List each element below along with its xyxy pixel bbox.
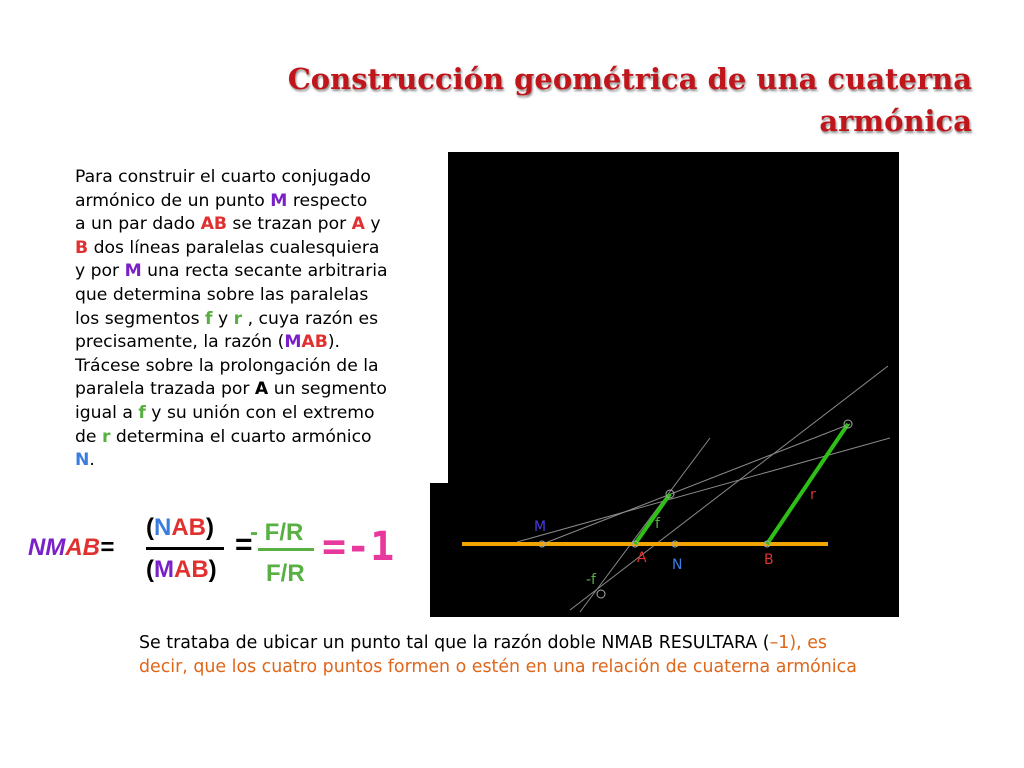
intro-paragraph (75, 166, 447, 473)
intro-text: y por (75, 261, 125, 282)
diagram-background (430, 150, 899, 617)
construction-diagram (430, 150, 899, 617)
intro-highlight: A (254, 379, 269, 400)
formula-num2: - F/R (250, 519, 304, 546)
label-A: A (637, 550, 647, 566)
intro-text: una recta secante arbitraria (141, 261, 388, 282)
intro-line (75, 426, 447, 450)
intro-text: Trácese sobre la prolongación de la (75, 355, 379, 376)
intro-text: y su unión con el extremo (145, 402, 375, 423)
intro-line (75, 402, 447, 426)
formula-lhs-nm: NM (28, 534, 66, 561)
intro-text: , cuya razón es (242, 308, 379, 329)
intro-highlight: r (233, 308, 243, 329)
label-N: N (672, 557, 683, 573)
intro-highlight: AB (301, 332, 328, 353)
label-B: B (764, 552, 774, 568)
intro-text: determina el cuarto armónico (110, 426, 372, 447)
intro-highlight: M (284, 332, 302, 353)
intro-line (75, 284, 447, 308)
intro-text: respecto (287, 190, 368, 211)
formula-lhs-eq: = (100, 534, 115, 561)
intro-text: un segmento (268, 379, 387, 400)
intro-text: a un par dado (75, 214, 201, 235)
intro-highlight: r (101, 426, 111, 447)
label-r: r (810, 487, 816, 503)
label-M: M (534, 519, 547, 535)
intro-text: de (75, 426, 102, 447)
intro-text: los segmentos (75, 308, 206, 329)
intro-highlight: f (138, 402, 146, 423)
title-line-2: armónica (819, 104, 972, 138)
intro-text: Para construir el cuarto conjugado (75, 167, 371, 187)
diagram-top-edge (448, 150, 899, 152)
formula-numerator: (NAB) (146, 514, 215, 541)
footer-text (139, 631, 979, 679)
label-f: f (655, 516, 660, 532)
intro-line (75, 260, 447, 284)
title-line-1: Construcción geométrica de una cuaterna (287, 62, 972, 96)
intro-line (75, 449, 447, 473)
intro-highlight: B (75, 237, 89, 258)
formula-fraction-bar-2 (258, 548, 314, 551)
intro-highlight: M (270, 190, 288, 211)
formula-denominator: (MAB) (146, 556, 217, 583)
intro-line (75, 378, 447, 402)
intro-line (75, 355, 447, 379)
label-neg-f: -f (586, 572, 596, 588)
formula-equals: = (235, 528, 253, 561)
formula-lhs-ab: AB (65, 534, 100, 561)
intro-line (75, 237, 447, 261)
intro-text: dos líneas paralelas cualesquiera (88, 237, 380, 258)
intro-line (75, 213, 447, 237)
intro-text: igual a (75, 402, 139, 423)
formula-den2: F/R (266, 560, 305, 587)
intro-line (75, 166, 447, 190)
intro-highlight: f (205, 308, 213, 329)
intro-text: se trazan por (226, 214, 352, 235)
formula-fraction-bar-1 (146, 547, 224, 550)
intro-text: ). (327, 332, 340, 353)
intro-text: y (212, 308, 234, 329)
page-title (252, 58, 972, 142)
intro-highlight: N (75, 450, 90, 471)
footer-line-1: Se trataba de ubicar un punto tal que la razón doble NMAB RESULTARA (–1), es (139, 633, 827, 653)
intro-text: precisamente, la razón ( (75, 332, 285, 353)
intro-highlight: A (351, 214, 365, 235)
intro-text: y (364, 214, 381, 235)
diagram-white-notch (430, 150, 448, 483)
intro-text: armónico de un punto (75, 190, 271, 211)
intro-line (75, 331, 447, 355)
intro-text: que determina sobre las paralelas (75, 284, 369, 305)
intro-highlight: M (124, 261, 142, 282)
intro-text: . (89, 450, 95, 471)
intro-line (75, 308, 447, 332)
intro-line (75, 190, 447, 214)
formula-result: =-1 (322, 524, 395, 570)
footer-line-2: decir, que los cuatro puntos formen o estén en una relación de cuaterna armónica (139, 657, 857, 677)
intro-highlight: AB (200, 214, 227, 235)
intro-text: paralela trazada por (75, 379, 255, 400)
formula-lhs (28, 534, 114, 562)
